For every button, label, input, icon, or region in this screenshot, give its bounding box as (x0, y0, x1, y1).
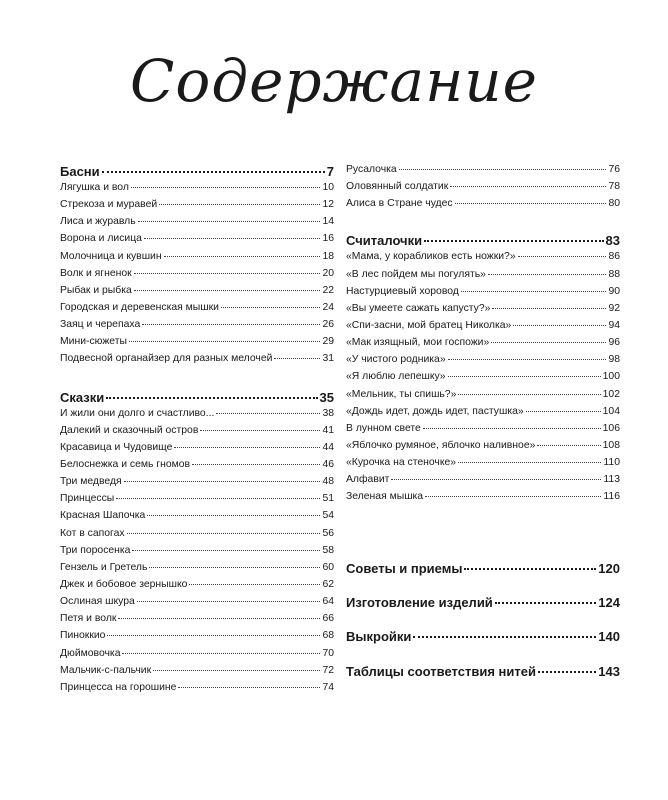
toc-entry-label: Оловянный солдатик (346, 181, 449, 193)
toc-entry (60, 682, 334, 699)
toc-leader-dots (164, 256, 321, 257)
toc-entry (346, 164, 620, 181)
toc-leader-dots (455, 203, 607, 204)
toc-entry-page-number: 38 (322, 407, 334, 419)
toc-leader-dots (448, 359, 607, 360)
toc-leader-dots (464, 568, 596, 570)
toc-leader-dots (118, 618, 320, 619)
toc-leader-dots (116, 498, 320, 499)
toc-entry-label: Гензель и Гретель (60, 561, 148, 573)
toc-entry-page-number: 62 (322, 578, 334, 590)
toc-section-heading (346, 664, 620, 698)
toc-leader-dots (142, 324, 320, 325)
toc-entry-page-number: 90 (608, 285, 620, 297)
toc-entry (60, 562, 334, 579)
toc-heading-page-number: 83 (605, 233, 620, 249)
toc-heading-label: Басни (60, 164, 100, 179)
toc-entry (346, 354, 620, 371)
toc-section-heading (346, 595, 620, 629)
toc-entry (346, 269, 620, 286)
toc-leader-dots (448, 376, 601, 377)
toc-entry-page-number: 94 (608, 319, 620, 331)
toc-heading-label: Считалочки (346, 233, 423, 249)
toc-left-column (60, 164, 334, 699)
toc-entry (60, 319, 334, 336)
toc-section-heading (60, 164, 334, 182)
toc-entry (60, 545, 334, 562)
toc-entry-page-number: 29 (322, 336, 334, 348)
section-spacer (346, 215, 620, 233)
toc-entry-label: Мини-сюжеты (60, 336, 127, 348)
toc-leader-dots (537, 445, 600, 446)
toc-entry (60, 630, 334, 647)
toc-leader-dots (538, 671, 596, 673)
toc-leader-dots (131, 187, 321, 188)
toc-entry (60, 425, 334, 442)
toc-entry (60, 336, 334, 353)
toc-heading-page-number: 120 (598, 561, 620, 576)
toc-entry (60, 579, 334, 596)
toc-entry (60, 476, 334, 493)
toc-entry-page-number: 20 (322, 267, 334, 279)
toc-leader-dots (159, 204, 320, 205)
toc-entry-page-number: 10 (322, 182, 334, 193)
toc-entry-label: Кот в сапогах (60, 527, 125, 539)
toc-entry (60, 216, 334, 233)
toc-entry-page-number: 16 (322, 233, 334, 245)
toc-entry-page-number: 18 (322, 250, 334, 262)
toc-entry-label: Джек и бобовое зернышко (60, 578, 188, 590)
toc-entry-label: Стрекоза и муравей (60, 199, 158, 211)
toc-entry-page-number: 104 (602, 405, 620, 417)
toc-entry-label: Три медведя (60, 476, 122, 488)
toc-entry-label: «Мама, у корабликов есть ножки?» (346, 251, 516, 263)
toc-entry (60, 528, 334, 545)
toc-leader-dots (461, 291, 607, 292)
toc-entry-page-number: 74 (322, 681, 334, 693)
toc-entry-page-number: 46 (322, 458, 334, 470)
toc-entry (60, 182, 334, 199)
toc-leader-dots (192, 464, 320, 465)
toc-leader-dots (399, 169, 607, 170)
toc-entry (346, 181, 620, 198)
toc-leader-dots (178, 687, 320, 688)
toc-leader-dots (274, 358, 320, 359)
toc-entry (60, 285, 334, 302)
toc-leader-dots (495, 602, 596, 604)
toc-leader-dots (147, 515, 320, 516)
toc-entry (60, 459, 334, 476)
toc-entry (60, 268, 334, 285)
toc-heading-page-number: 140 (598, 629, 620, 645)
toc-entry-page-number: 96 (608, 337, 620, 349)
toc-entry-page-number: 54 (322, 510, 334, 522)
toc-leader-dots (106, 397, 317, 399)
toc-entry (60, 353, 334, 370)
toc-entry-page-number: 24 (322, 301, 334, 313)
toc-entry (346, 337, 620, 354)
toc-entry-label: Русалочка (346, 164, 397, 175)
toc-leader-dots (127, 533, 321, 534)
toc-leader-dots (137, 601, 321, 602)
toc-leader-dots (450, 186, 606, 187)
toc-entry-label: Ослиная шкура (60, 596, 135, 608)
toc-entry (346, 303, 620, 320)
toc-entry (60, 233, 334, 250)
toc-entry-label: «Спи-засни, мой братец Николка» (346, 319, 512, 331)
toc-entry-label: Алиса в Стране чудес (346, 198, 453, 210)
toc-entry-label: «Курочка на стеночке» (346, 457, 457, 469)
toc-entry (346, 440, 620, 457)
toc-entry-page-number: 100 (602, 371, 620, 383)
toc-entry-page-number: 70 (322, 647, 334, 659)
toc-leader-dots (149, 567, 320, 568)
toc-entry-label: Петя и волк (60, 613, 117, 625)
toc-entry-page-number: 60 (322, 561, 334, 573)
toc-leader-dots (134, 273, 321, 274)
toc-entry-page-number: 41 (322, 424, 334, 436)
toc-leader-dots (124, 481, 321, 482)
toc-entry-page-number: 80 (608, 198, 620, 210)
toc-entry-page-number: 48 (322, 476, 334, 488)
toc-entry-page-number: 116 (603, 491, 620, 503)
toc-entry (346, 474, 620, 491)
toc-entry-page-number: 86 (608, 251, 620, 263)
toc-entry-label: В лунном свете (346, 422, 421, 434)
toc-heading-label: Советы и приемы (346, 561, 463, 576)
toc-heading-label: Выкройки (346, 629, 412, 645)
toc-entry (346, 371, 620, 388)
toc-entry-page-number: 66 (322, 613, 334, 625)
toc-entry (346, 423, 620, 440)
section-spacer (60, 371, 334, 390)
toc-section-heading (346, 629, 620, 663)
toc-leader-dots (518, 256, 607, 257)
toc-entry-label: «Вы умеете сажать капусту?» (346, 302, 491, 314)
toc-leader-dots (526, 411, 601, 412)
toc-leader-dots (492, 308, 606, 309)
toc-entry-page-number: 58 (322, 544, 334, 556)
toc-entry-label: Ворона и лисица (60, 233, 142, 245)
toc-leader-dots (424, 240, 603, 242)
toc-entry (60, 302, 334, 319)
toc-entry-page-number: 44 (322, 441, 334, 453)
toc-entry (60, 442, 334, 459)
toc-leader-dots (221, 307, 321, 308)
toc-heading-page-number: 7 (326, 164, 334, 179)
toc-leader-dots (153, 670, 320, 671)
toc-entry (60, 648, 334, 665)
toc-leader-dots (134, 290, 321, 291)
toc-entry-page-number: 76 (608, 164, 620, 175)
toc-leader-dots (513, 325, 606, 326)
toc-entry (346, 286, 620, 303)
toc-leader-dots (413, 636, 596, 638)
toc-entry-page-number: 56 (322, 527, 334, 539)
toc-section-heading (60, 390, 334, 408)
toc-entry-page-number: 106 (602, 422, 620, 434)
toc-entry (346, 389, 620, 406)
toc-entry-label: И жили они долго и счастливо... (60, 407, 215, 419)
toc-entry-label: «Яблочко румяное, яблочко наливное» (346, 439, 536, 451)
toc-entry (60, 199, 334, 216)
toc-entry-page-number: 110 (603, 457, 620, 469)
toc-entry-label: Молочница и кувшин (60, 250, 162, 262)
toc-leader-dots (491, 342, 606, 343)
toc-entry (346, 491, 620, 508)
toc-bottom-headings (346, 561, 620, 698)
toc-entry-page-number: 64 (322, 596, 334, 608)
toc-leader-dots (102, 171, 325, 173)
toc-entry-label: Принцессы (60, 493, 115, 505)
toc-section-heading (346, 233, 620, 251)
toc-entry-label: Мальчик-с-пальчик (60, 664, 152, 676)
toc-leader-dots (174, 447, 320, 448)
toc-entry-label: Заяц и черепаха (60, 319, 141, 331)
toc-entry (346, 198, 620, 215)
toc-entry-label: Пинoккио (60, 630, 106, 642)
toc-right-column (346, 164, 620, 509)
toc-leader-dots (488, 274, 607, 275)
toc-entry-label: «Я люблю лепешку» (346, 371, 446, 383)
toc-entry (60, 613, 334, 630)
toc-entry-label: Алфавит (346, 474, 390, 486)
toc-entry-page-number: 78 (608, 181, 620, 193)
toc-entry-page-number: 12 (322, 199, 334, 211)
toc-entry (346, 406, 620, 423)
toc-leader-dots (107, 635, 320, 636)
toc-entry (346, 320, 620, 337)
toc-entry-label: Городская и деревенская мышки (60, 301, 219, 313)
toc-entry-label: Рыбак и рыбка (60, 284, 132, 296)
toc-entry-page-number: 88 (608, 268, 620, 280)
toc-entry-page-number: 14 (322, 216, 334, 228)
toc-leader-dots (425, 496, 601, 497)
toc-leader-dots (200, 430, 320, 431)
toc-heading-page-number: 124 (598, 595, 620, 611)
toc-entry (60, 510, 334, 527)
toc-entry-label: Лиса и журавль (60, 216, 136, 228)
toc-leader-dots (138, 221, 321, 222)
toc-heading-label: Таблицы соответствия нитей (346, 663, 536, 679)
toc-entry (60, 596, 334, 613)
toc-entry-page-number: 31 (322, 353, 334, 365)
toc-entry (60, 665, 334, 682)
toc-entry-page-number: 26 (322, 319, 334, 331)
toc-entry (60, 408, 334, 425)
page-title: Содержание (130, 47, 538, 115)
toc-entry-label: Подвесной органайзер для разных мелочей (60, 353, 273, 365)
toc-entry (60, 493, 334, 510)
toc-heading-page-number: 35 (319, 389, 334, 405)
toc-entry-label: «Дождь идет, дождь идет, пастушка» (346, 405, 524, 417)
toc-leader-dots (458, 394, 600, 395)
toc-heading-label: Сказки (60, 389, 105, 405)
toc-leader-dots (391, 479, 601, 480)
toc-entry-page-number: 22 (322, 284, 334, 296)
toc-entry-page-number: 51 (322, 493, 334, 505)
toc-leader-dots (216, 413, 320, 414)
toc-entry-label: Зеленая мышка (346, 491, 424, 503)
toc-entry-page-number: 72 (322, 664, 334, 676)
toc-entry-page-number: 98 (608, 354, 620, 366)
toc-entry-label: Красавица и Чудовище (60, 441, 173, 453)
toc-entry-page-number: 102 (602, 388, 620, 400)
toc-leader-dots (129, 341, 320, 342)
toc-entry-page-number: 92 (608, 302, 620, 314)
toc-entry-page-number: 108 (602, 439, 620, 451)
toc-entry (346, 251, 620, 268)
toc-entry-label: Настурциевый хоровод (346, 285, 459, 297)
toc-entry-label: Волк и ягненок (60, 267, 132, 279)
toc-entry-label: Дюймовочка (60, 647, 121, 659)
toc-entry-label: Три поросенка (60, 544, 131, 556)
toc-leader-dots (189, 584, 320, 585)
toc-entry-label: Красная Шапочка (60, 510, 146, 522)
toc-entry-label: «В лес пойдем мы погулять» (346, 268, 486, 280)
toc-entry-label: Белоснежка и семь гномов (60, 458, 191, 470)
toc-section-heading (346, 561, 620, 595)
toc-heading-label: Изготовление изделий (346, 595, 493, 611)
toc-entry (60, 251, 334, 268)
toc-heading-page-number: 143 (598, 663, 620, 679)
toc-leader-dots (122, 653, 320, 654)
toc-entry-page-number: 68 (322, 630, 334, 642)
toc-leader-dots (144, 238, 320, 239)
toc-entry-label: Далекий и сказочный остров (60, 424, 199, 436)
toc-entry-label: «У чистого родника» (346, 354, 446, 366)
toc-entry-label: «Мак изящный, мои госпожи» (346, 337, 490, 349)
toc-entry-page-number: 113 (603, 474, 620, 486)
toc-leader-dots (458, 462, 601, 463)
toc-entry-label: Лягушка и вол (60, 182, 129, 193)
toc-entry-label: «Мельник, ты спишь?» (346, 388, 457, 400)
toc-leader-dots (132, 550, 320, 551)
toc-entry (346, 457, 620, 474)
toc-entry-label: Принцесса на горошине (60, 681, 177, 693)
toc-leader-dots (423, 428, 601, 429)
